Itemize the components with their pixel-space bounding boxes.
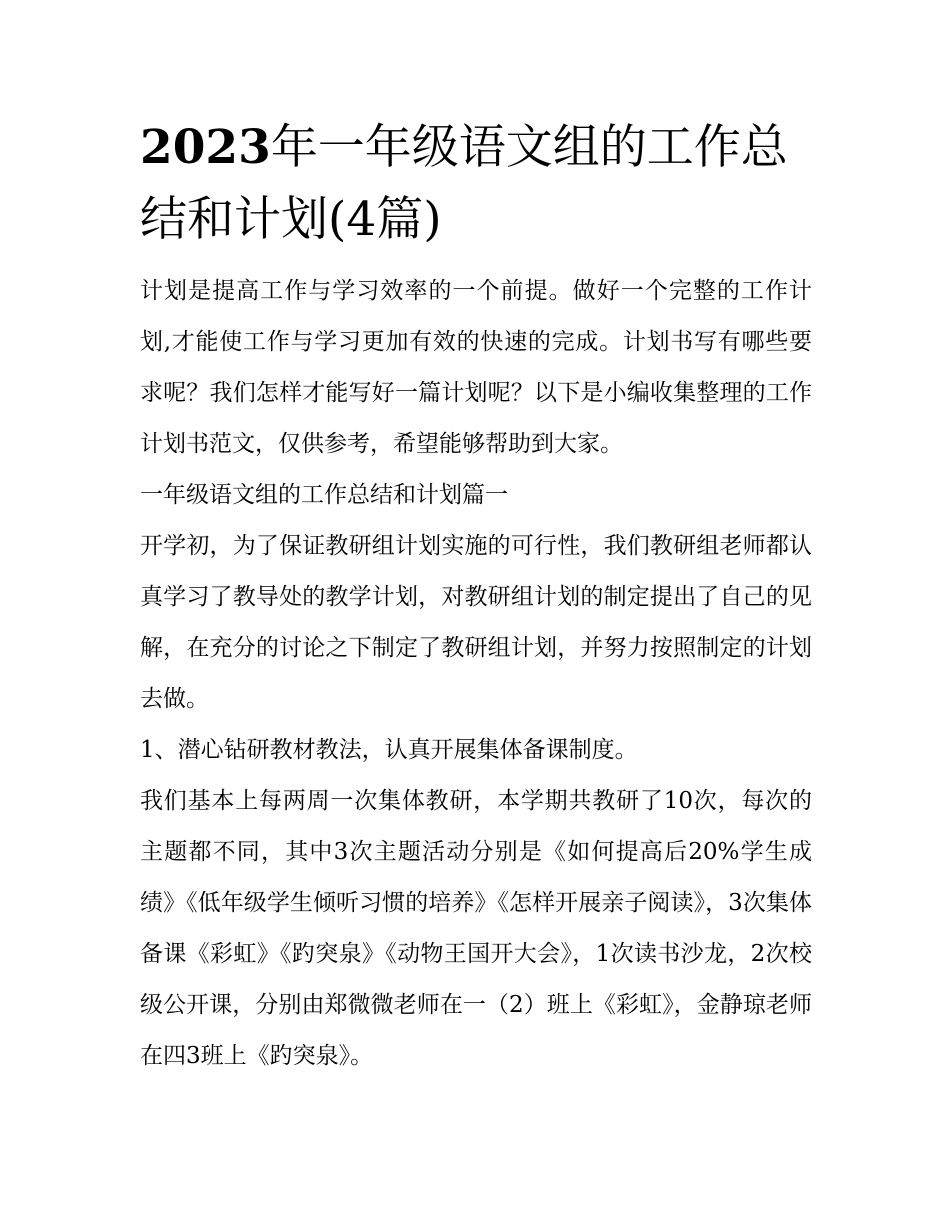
section-heading: 一年级语文组的工作总结和计划篇一 bbox=[140, 482, 508, 508]
title-text: 年一年级语文组的工作总结和计划(4篇) bbox=[140, 120, 788, 247]
intro-paragraph: 计划是提高工作与学习效率的一个前提。做好一个完整的工作计划,才能使工作与学习更加有效的快速的完成。计划书写有哪些要求呢？我们怎样才能写好一篇计划呢？以下是小编收集整理的工作计划书范文，仅供参考，希望能够帮助到大家。 bbox=[140, 278, 812, 457]
body-paragraph: 我们基本上每两周一次集体教研，本学期共教研了10次，每次的主题都不同，其中3次主题活动分别是《如何提高后20%学生成绩》《低年级学生倾听习惯的培养》《怎样开展亲子阅读》，3次集体备课《彩虹》《趵突泉》《动物王国开大会》，1次读书沙龙，2次校级公开课，分别由郑微微老师在一（2）班上《彩虹》，金静琼老师在四3班上《趵突泉》。 bbox=[140, 788, 812, 1069]
body-paragraph: 开学初，为了保证教研组计划实施的可行性，我们教研组老师都认真学习了教导处的教学计划，对教研组计划的制定提出了自己的见解，在充分的讨论之下制定了教研组计划，并努力按照制定的计划去做。 bbox=[140, 533, 812, 712]
document-content bbox=[140, 112, 812, 1082]
document-body bbox=[140, 266, 812, 1082]
document-title bbox=[140, 112, 812, 256]
title-year: 2023 bbox=[140, 120, 271, 175]
list-item-heading: 1、潜心钻研教材教法，认真开展集体备课制度。 bbox=[140, 737, 638, 763]
